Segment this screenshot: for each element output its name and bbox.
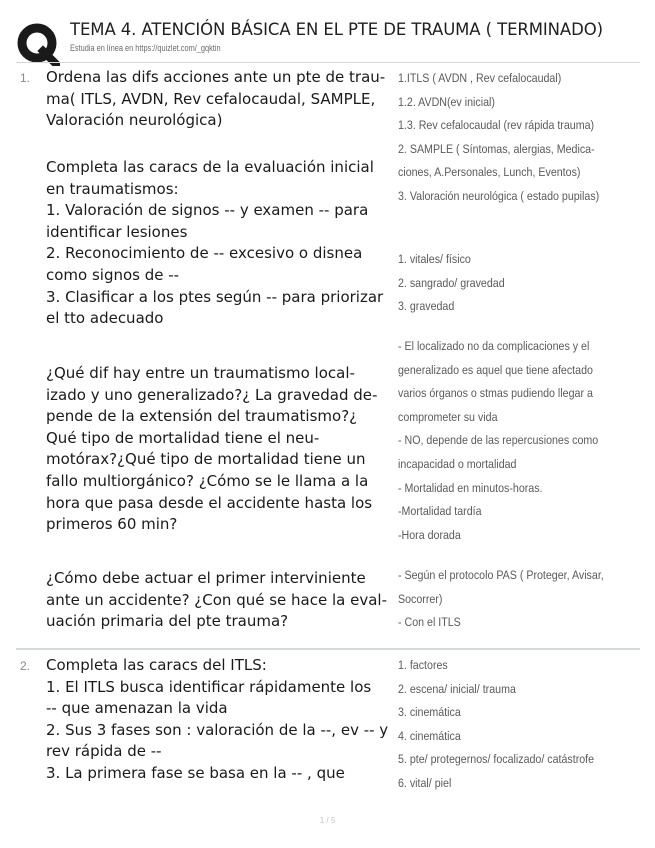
term-line: uación primaria del pte trauma? — [46, 612, 289, 631]
definition-line: 3. cinemática — [398, 705, 461, 720]
definition-line: - Según el protocolo PAS ( Proteger, Avisar, — [398, 568, 604, 582]
definition-line: 1.2. AVDN(ev inicial) — [398, 94, 495, 109]
term-line: fallo multiorgánico? ¿Cómo se le llama a la — [46, 471, 369, 490]
definition-line: 5. pte/ protegernos/ focalizado/ catástrofe — [398, 752, 595, 767]
definition-line: 3. gravedad — [398, 299, 455, 314]
card-term — [46, 157, 396, 330]
term-line: 2. Reconocimiento de -- excesivo o disnea — [46, 244, 363, 263]
term-line: Valoración neurológica) — [46, 111, 223, 130]
card-definition — [398, 654, 638, 796]
term-line: 1. Valoración de signos -- y examen -- para — [46, 201, 369, 220]
term-line: pende de la extensión del traumatismo?¿ — [46, 407, 358, 426]
term-line: 2. Sus 3 fases son : valoración de la --, ev -- y — [46, 720, 389, 739]
term-line: ante un accidente? ¿Con qué se hace la eval- — [46, 590, 387, 609]
definition-line: 3. Valoración neurológica ( estado pupilas) — [398, 188, 600, 203]
term-line: ¿Qué dif hay entre un traumatismo local- — [46, 364, 355, 382]
term-line: motórax?¿Qué tipo de mortalidad tiene un — [46, 450, 366, 469]
page-number: 1 / 5 — [319, 816, 336, 825]
term-line: Completa las caracs del ITLS: — [46, 656, 267, 674]
card-term — [46, 568, 396, 633]
term-line: como signos de -- — [46, 265, 180, 284]
term-line: en traumatismos: — [46, 179, 179, 198]
term-line: Ordena las difs acciones ante un pte de trau- — [46, 68, 386, 86]
definition-line: 2. sangrado/ gravedad — [398, 275, 505, 290]
definition-line: 1. vitales/ físico — [398, 252, 471, 266]
term-line: -- que amenazan la vida — [46, 699, 228, 718]
term-line: ¿Cómo debe actuar el primer interviniente — [46, 569, 366, 587]
definition-line: -Mortalidad tardía — [398, 504, 482, 519]
term-line: Completa las caracs de la evaluación inicial — [46, 158, 374, 176]
definition-line: 6. vital/ piel — [398, 775, 452, 790]
definition-line: 4. cinemática — [398, 728, 461, 743]
term-line: hora que pasa desde el accidente hasta los — [46, 493, 373, 512]
term-line: identificar lesiones — [46, 222, 188, 241]
card-term — [46, 363, 396, 536]
term-line: izado y uno generalizado?¿ La gravedad de- — [46, 385, 378, 404]
term-line: Qué tipo de mortalidad tiene el neu- — [46, 428, 320, 447]
card-term — [46, 67, 396, 132]
term-line: ma( ITLS, AVDN, Rev cefalocaudal, SAMPLE, — [46, 89, 376, 108]
card-divider — [16, 648, 640, 650]
card-number: 1. — [20, 71, 31, 85]
definition-line: - NO, depende de las repercusiones como — [398, 433, 599, 448]
definition-line: incapacidad o mortalidad — [398, 456, 517, 471]
definition-line: ciones, A.Personales, Lunch, Eventos) — [398, 165, 581, 180]
definition-line: comprometer su vida — [398, 409, 498, 424]
term-line: 3. Clasificar a los ptes según -- para priorizar — [46, 287, 384, 306]
card-term — [46, 655, 396, 785]
term-line: el tto adecuado — [46, 309, 164, 328]
page-title: TEMA 4. ATENCIÓN BÁSICA EN EL PTE DE TRAUMA ( TERMINADO) — [70, 20, 603, 39]
definition-line: Socorrer) — [398, 591, 443, 606]
card-number: 2. — [20, 659, 31, 673]
study-link-text: Estudia en línea en https://quizlet.com/_gqktin — [70, 43, 221, 53]
definition-line: generalizado es aquel que tiene afectado — [398, 362, 593, 377]
header-divider — [16, 62, 640, 63]
card-definition — [398, 335, 638, 547]
definition-line: - El localizado no da complicaciones y el — [398, 339, 590, 353]
definition-line: varios órganos o stmas pudiendo llegar a — [398, 386, 593, 401]
term-line: 1. El ITLS busca identificar rápidamente los — [46, 677, 372, 696]
definition-line: - Mortalidad en minutos-horas. — [398, 480, 543, 495]
definition-line: 2. SAMPLE ( Síntomas, alergias, Medica- — [398, 141, 595, 156]
card-definition — [398, 564, 638, 635]
definition-line: 1. factores — [398, 658, 448, 672]
definition-line: 1.ITLS ( AVDN , Rev cefalocaudal) — [398, 71, 562, 85]
definition-line: 1.3. Rev cefalocaudal (rev rápida trauma) — [398, 118, 595, 133]
card-definition — [398, 67, 638, 209]
definition-line: -Hora dorada — [398, 527, 461, 542]
quizlet-logo-icon — [16, 22, 60, 66]
definition-line: 2. escena/ inicial/ trauma — [398, 681, 516, 696]
term-line: primeros 60 min? — [46, 515, 178, 534]
page-header — [16, 14, 646, 58]
term-line: rev rápida de -- — [46, 742, 162, 761]
term-line: 3. La primera fase se basa en la -- , que — [46, 763, 345, 782]
definition-line: - Con el ITLS — [398, 615, 461, 630]
card-definition — [398, 248, 638, 319]
